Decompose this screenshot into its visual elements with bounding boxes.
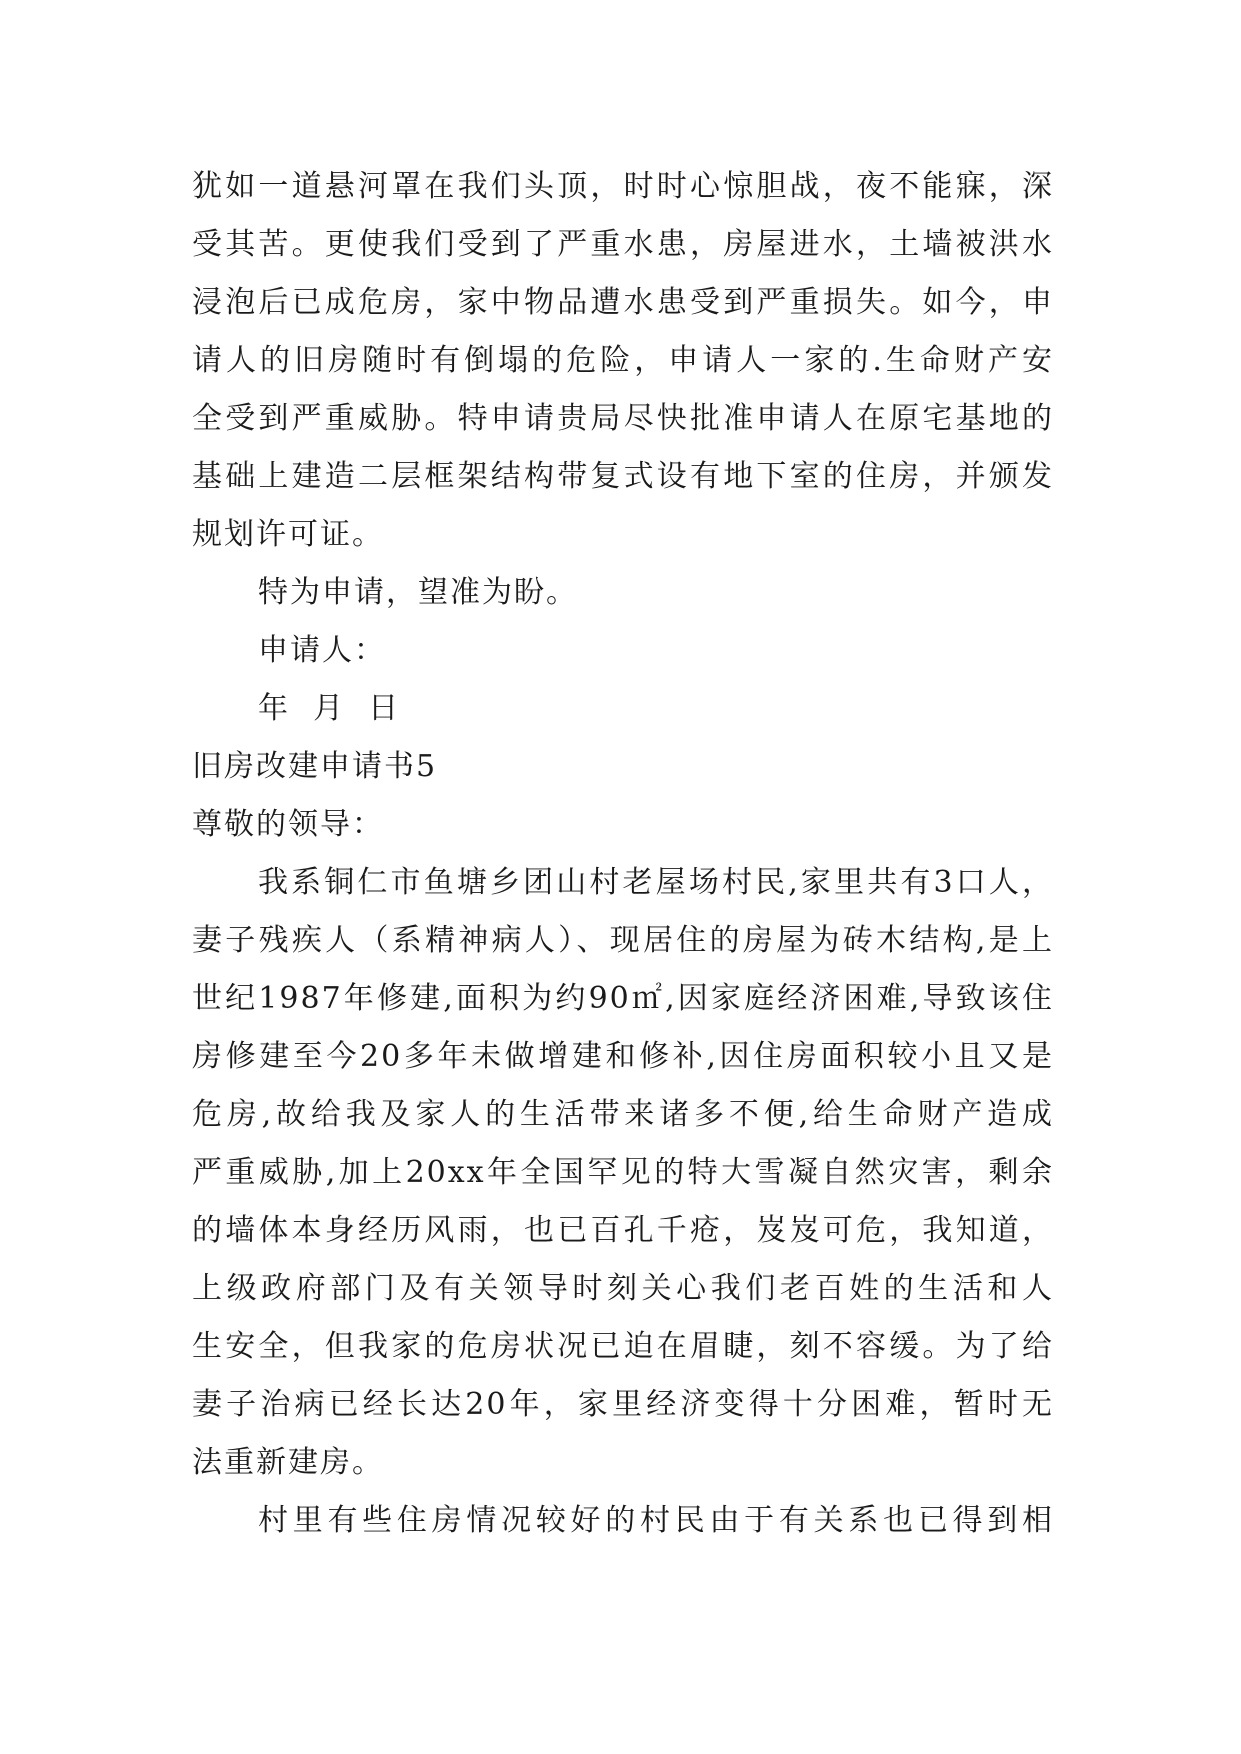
date-label: 年 月 日: [258, 691, 401, 726]
body-line: 法重新建房。: [192, 1445, 384, 1480]
body-line: 的墙体本身经历风雨，也已百孔千疮，岌岌可危，我知道，: [192, 1213, 1054, 1248]
applicant-label: 申请人：: [258, 633, 386, 668]
closing-text: 特为申请，望准为盼。: [258, 575, 578, 610]
body-line: 浸泡后已成危房，家中物品遭水患受到严重损失。如今，申: [192, 285, 1054, 320]
salutation: 尊敬的领导：: [192, 807, 384, 842]
body-line: 严重威胁,加上20xx年全国罕见的特大雪凝自然灾害，剩余: [192, 1155, 1054, 1190]
body-line: 村里有些住房情况较好的村民由于有关系也已得到相: [258, 1503, 1054, 1538]
body-line: 犹如一道悬河罩在我们头顶，时时心惊胆战，夜不能寐，深: [192, 169, 1054, 204]
body-line: 基础上建造二层框架结构带复式设有地下室的住房，并颁发: [192, 459, 1054, 494]
body-line: 妻子治病已经长达20年，家里经济变得十分困难，暂时无: [192, 1387, 1054, 1422]
body-line: 生安全，但我家的危房状况已迫在眉睫，刻不容缓。为了给: [192, 1329, 1054, 1364]
body-line: 世纪1987年修建,面积为约90㎡,因家庭经济困难,导致该住: [192, 981, 1054, 1016]
body-line: 上级政府部门及有关领导时刻关心我们老百姓的生活和人: [192, 1271, 1054, 1306]
body-line: 规划许可证。: [192, 517, 384, 552]
body-line: 全受到严重威胁。特申请贵局尽快批准申请人在原宅基地的: [192, 401, 1054, 436]
body-line: 请人的旧房随时有倒塌的危险，申请人一家的.生命财产安: [192, 343, 1054, 378]
body-line: 房修建至今20多年未做增建和修补,因住房面积较小且又是: [192, 1039, 1054, 1074]
body-line: 受其苦。更使我们受到了严重水患，房屋进水，土墙被洪水: [192, 227, 1054, 262]
body-line: 妻子残疾人（系精神病人）、现居住的房屋为砖木结构,是上: [192, 923, 1054, 958]
document-body: [192, 158, 1054, 1550]
body-line: 危房,故给我及家人的生活带来诸多不便,给生命财产造成: [192, 1097, 1054, 1132]
body-line: 我系铜仁市鱼塘乡团山村老屋场村民,家里共有3口人，: [258, 865, 1054, 900]
section-title: 旧房改建申请书5: [192, 749, 438, 784]
